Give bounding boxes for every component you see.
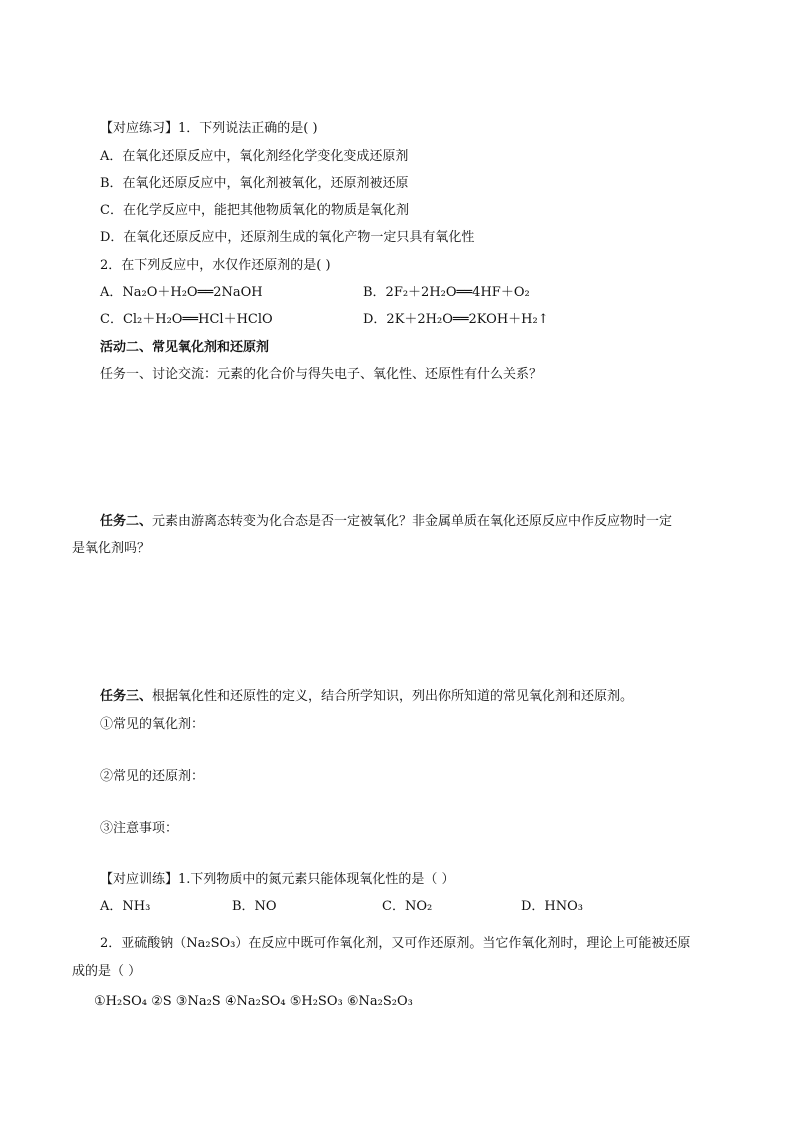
training-q1-stem: 【对应训练】1.下列物质中的氮元素只能体现氧化性的是（ ） bbox=[100, 872, 455, 887]
task3-item-notes: ③注意事项： bbox=[100, 821, 179, 836]
task2-line1 bbox=[100, 513, 672, 531]
practice1-q2-stem: 2．在下列反应中，水仅作还原剂的是( ) bbox=[100, 258, 331, 273]
training-q2-line1: 2．亚硫酸钠（Na₂SO₃）在反应中既可作氧化剂，又可作还原剂。当它作氧化剂时，理论上可能被还原 bbox=[100, 936, 691, 951]
task3-label: 任务三、 bbox=[100, 689, 153, 704]
task1-text: 任务一、讨论交流：元素的化合价与得失电子、氧化性、还原性有什么关系？ bbox=[100, 367, 543, 382]
training-q2-choices: ①H₂SO₄ ②S ③Na₂S ④Na₂SO₄ ⑤H₂SO₃ ⑥Na₂S₂O₃ bbox=[94, 994, 413, 1009]
task3-item-reducers: ②常见的还原剂： bbox=[100, 769, 205, 784]
training-q1-option-a: A．NH₃ bbox=[100, 899, 151, 914]
activity2-heading: 活动二、常见氧化剂和还原剂 bbox=[100, 340, 270, 355]
practice1-q1-option-c: C．在化学反应中，能把其他物质氧化的物质是氧化剂 bbox=[100, 203, 409, 218]
training-q1-option-b: B．NO bbox=[232, 899, 277, 914]
task3-line bbox=[100, 688, 633, 706]
practice1-q1-option-d: D．在氧化还原反应中，还原剂生成的氧化产物一定只具有氧化性 bbox=[100, 230, 475, 245]
practice1-q2-option-d: D．2K＋2H₂O══2KOH＋H₂↑ bbox=[363, 312, 549, 327]
task3-text: 根据氧化性和还原性的定义，结合所学知识，列出你所知道的常见氧化剂和还原剂。 bbox=[152, 689, 634, 704]
practice1-q1-option-b: B．在氧化还原反应中，氧化剂被氧化，还原剂被还原 bbox=[100, 176, 409, 191]
task1-line bbox=[100, 366, 542, 384]
task3-item-oxidizers: ①常见的氧化剂： bbox=[100, 717, 205, 732]
practice1-q2-option-c: C．Cl₂＋H₂O══HCl＋HClO bbox=[100, 312, 273, 327]
practice1-q2-option-b: B．2F₂＋2H₂O══4HF＋O₂ bbox=[363, 285, 530, 300]
task2-text-1: 元素由游离态转变为化合态是否一定被氧化？非金属单质在氧化还原反应中作反应物时一定 bbox=[152, 514, 673, 529]
task2-label: 任务二、 bbox=[100, 514, 153, 529]
training-q1-option-d: D．HNO₃ bbox=[521, 899, 584, 914]
training-q1-option-c: C．NO₂ bbox=[382, 899, 433, 914]
training-q2-line2: 成的是（ ） bbox=[72, 964, 142, 979]
practice1-q2-option-a: A．Na₂O＋H₂O══2NaOH bbox=[100, 285, 263, 300]
practice1-q1-stem: 【对应练习】1．下列说法正确的是( ) bbox=[100, 121, 318, 136]
task2-line2: 是氧化剂吗？ bbox=[72, 541, 151, 556]
practice1-q1-option-a: A．在氧化还原反应中，氧化剂经化学变化变成还原剂 bbox=[100, 149, 409, 164]
